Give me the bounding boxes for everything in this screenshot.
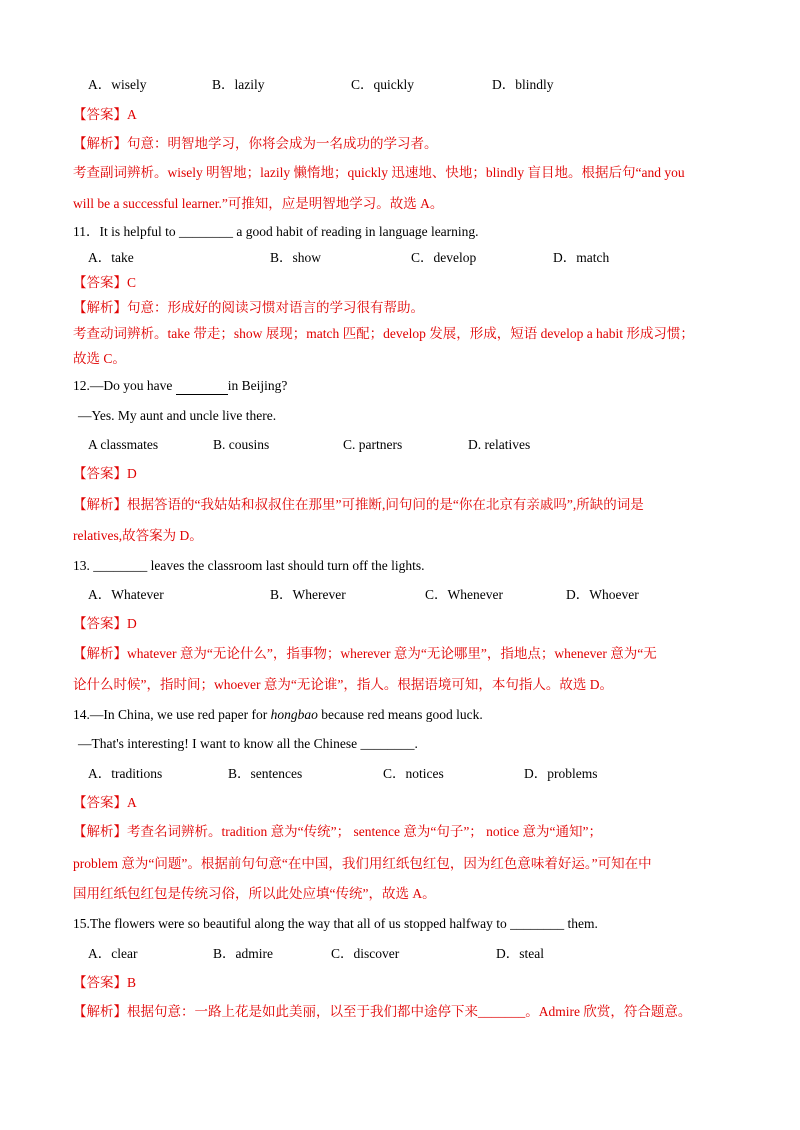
q12-option-b: B. cousins	[213, 437, 270, 452]
q11-option-a: A．take	[88, 250, 134, 265]
q14-reply: —That's interesting! I want to know all the Chinese ________.	[78, 736, 418, 751]
q11-answer: 【答案】C	[73, 275, 137, 290]
q10-answer: 【答案】A	[73, 107, 137, 122]
q14-option-c: C．notices	[383, 766, 444, 781]
q12-analysis-line: 【解析】根据答语的“我姑姑和叔叔住在那里”可推断,问句问的是“你在北京有亲戚吗”,所缺的词是	[73, 497, 644, 512]
q11-analysis-line: 【解析】句意：形成好的阅读习惯对语言的学习很有帮助。	[73, 300, 424, 315]
q15-analysis-line: 【解析】根据句意：一路上花是如此美丽，以至于我们都中途停下来_______。Admire 欣赏，符合题意。	[73, 1004, 692, 1019]
q12-option-a: A classmates	[88, 437, 159, 452]
q10-option-b: B．lazily	[212, 77, 265, 92]
q13-option-b: B．Wherever	[270, 587, 346, 602]
q13-analysis-line: 【解析】whatever 意为“无论什么”，指事物；wherever 意为“无论哪里”，指地点；whenever 意为“无	[73, 646, 657, 661]
q14-analysis-line: 国用红纸包红包是传统习俗，所以此处应填“传统”，故选 A。	[73, 886, 436, 901]
q11-analysis-line: 考查动词辨析。take 带走；show 展现；match 匹配；develop 发展，形成，短语 develop a habit 形成习惯；	[73, 326, 694, 341]
q15-blank: ________	[510, 916, 565, 931]
q11-option-d: D．match	[553, 250, 610, 265]
q14-italic-word: hongbao	[270, 707, 318, 722]
q14-option-b: B．sentences	[228, 766, 303, 781]
q15-option-c: C．discover	[331, 946, 400, 961]
q12-option-d: D. relatives	[468, 437, 531, 452]
q15-option-b: B．admire	[213, 946, 273, 961]
q13-option-a: A．Whatever	[88, 587, 164, 602]
q14-analysis-line: 【解析】考查名词辨析。tradition 意为“传统”； sentence 意为“句子”； notice 意为“通知”；	[73, 824, 603, 839]
q15-answer: 【答案】B	[73, 975, 137, 990]
q12-analysis-line: relatives,故答案为 D。	[73, 528, 203, 543]
q11-analysis-line: 故选 C。	[73, 351, 126, 366]
q13-option-c: C．Whenever	[425, 587, 503, 602]
q10-option-d: D．blindly	[492, 77, 554, 92]
q14-option-d: D．problems	[524, 766, 598, 781]
q14-option-a: A．traditions	[88, 766, 163, 781]
q11-blank: ________	[179, 224, 233, 239]
q12-stem: 12.—Do you have in Beijing?	[73, 378, 288, 393]
q15-option-a: A．clear	[88, 946, 138, 961]
q12-reply: —Yes. My aunt and uncle live there.	[78, 408, 277, 423]
q13-option-d: D．Whoever	[566, 587, 639, 602]
q14-answer: 【答案】A	[73, 795, 137, 810]
q13-analysis-line: 论什么时候”，指时间；whoever 意为“无论谁”，指人。根据语境可知，本句指人。故选 D。	[73, 677, 613, 692]
q15-stem: 15.The flowers were so beautiful along the way that all of us stopped halfway to ________ them.	[73, 916, 598, 931]
q14-stem: 14.—In China, we use red paper for hongbao because red means good luck.	[73, 707, 483, 722]
q15-option-d: D．steal	[496, 946, 544, 961]
q14-analysis-line: problem 意为“问题”。根据前句句意“在中国，我们用红纸包红包，因为红色意味着好运。”可知在中	[73, 856, 652, 871]
q10-analysis-line: 【解析】句意：明智地学习，你将会成为一名成功的学习者。	[73, 136, 438, 151]
q12-blank	[176, 380, 228, 395]
q10-option-a: A．wisely	[88, 77, 147, 92]
q12-answer: 【答案】D	[73, 466, 137, 481]
q13-stem: 13. ________ leaves the classroom last should turn off the lights.	[73, 558, 425, 573]
q10-analysis-line: will be a successful learner.”可推知，应是明智地学习。故选 A。	[73, 196, 444, 211]
q11-option-c: C．develop	[411, 250, 477, 265]
q13-answer: 【答案】D	[73, 616, 137, 631]
q11-stem: 11．It is helpful to ________ a good habit of reading in language learning.	[73, 224, 479, 239]
q10-option-c: C．quickly	[351, 77, 414, 92]
q14-blank: ________	[360, 736, 415, 751]
q12-option-c: C. partners	[343, 437, 403, 452]
q11-option-b: B．show	[270, 250, 322, 265]
q13-blank: ________	[93, 558, 148, 573]
q10-analysis-line: 考查副词辨析。wisely 明智地；lazily 懒惰地；quickly 迅速地、快地；blindly 盲目地。根据后句“and you	[73, 165, 685, 180]
